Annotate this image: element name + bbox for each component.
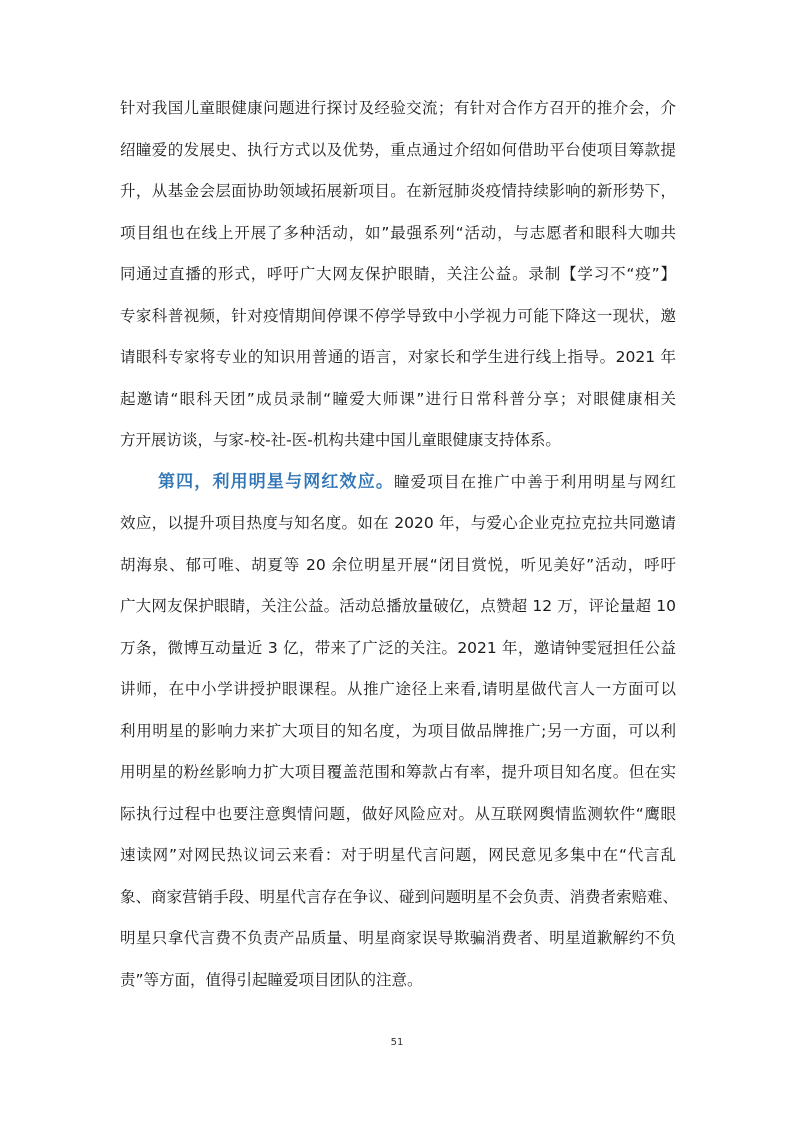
text-line: 际执行过程中也要注意舆情问题，做好风险应对。从互联网舆情监测软件“鹰眼 — [120, 804, 676, 823]
text-line: 项目组也在线上开展了多种活动，如”最强系列“活动，与志愿者和眼科大咖共 — [120, 223, 676, 242]
text-line: 用明星的粉丝影响力扩大项目覆盖范围和筹款占有率，提升项目知名度。但在实 — [120, 763, 676, 781]
text-line: 升，从基金会层面协助领域拓展新项目。在新冠肺炎疫情持续影响的新形势下， — [120, 182, 676, 200]
text-line: 速读网”对网民热议词云来看：对于明星代言问题，网民意见多集中在“代言乱 — [120, 846, 676, 864]
paragraph-celebrity-effect — [120, 462, 679, 1002]
text-line: 利用明星的影响力来扩大项目的知名度，为项目做品牌推广;另一方面，可以利 — [120, 721, 676, 740]
text-line: 广大网友保护眼睛，关注公益。活动总播放量破亿，点赞超 12 万，评论量超 10 — [120, 597, 676, 615]
text-line: 万条，微博互动量近 3 亿，带来了广泛的关注。2021 年，邀请钟雯冠担任公益 — [120, 638, 676, 657]
text-line: 讲师，在中小学讲授护眼课程。从推广途径上来看,请明星做代言人一方面可以 — [120, 680, 676, 698]
text-line: 起邀请“眼科天团”成员录制“瞳爱大师课”进行日常科普分享；对眼健康相关 — [120, 389, 676, 408]
text-line: 明星只拿代言费不负责产品质量、明星商家误导欺骗消费者、明星道歉解约不负 — [120, 929, 676, 947]
text-line: 效应，以提升项目热度与知名度。如在 2020 年，与爱心企业克拉克拉共同邀请 — [120, 514, 676, 532]
document-body — [120, 88, 679, 1001]
text-line: 胡海泉、郁可唯、胡夏等 20 余位明星开展“闭目赏悦，听见美好”活动，呼吁 — [120, 555, 676, 574]
paragraph-eye-health-activities — [120, 88, 676, 462]
text-line: 同通过直播的形式，呼吁广大网友保护眼睛，关注公益。录制【学习不“疫”】 — [120, 265, 676, 283]
page-number: 51 — [390, 1037, 404, 1048]
text-line: 请眼科专家将专业的知识用普通的语言，对家长和学生进行线上指导。2021 年 — [120, 348, 676, 366]
text-line: 象、商家营销手段、明星代言存在争议、碰到问题明星不会负责、消费者索赔难、 — [120, 887, 679, 906]
text-run: 瞳爱项目在推广中善于利用明星与网红 — [394, 472, 676, 491]
text-line: 责”等方面，值得引起瞳爱项目团队的注意。 — [120, 970, 423, 989]
text-line: 针对我国儿童眼健康问题进行探讨及经验交流；有针对合作方召开的推介会，介 — [120, 99, 676, 117]
text-line: 绍瞳爱的发展史、执行方式以及优势，重点通过介绍如何借助平台使项目筹款提 — [120, 140, 676, 159]
paragraph-first-line — [120, 462, 676, 504]
text-line: 专家科普视频，针对疫情期间停课不停学导致中小学视力可能下降这一现状，邀 — [120, 306, 676, 325]
section-heading: 第四，利用明星与网红效应。 — [158, 471, 395, 492]
text-line: 方开展访谈，与家-校-社-医-机构共建中国儿童眼健康支持体系。 — [120, 431, 561, 449]
